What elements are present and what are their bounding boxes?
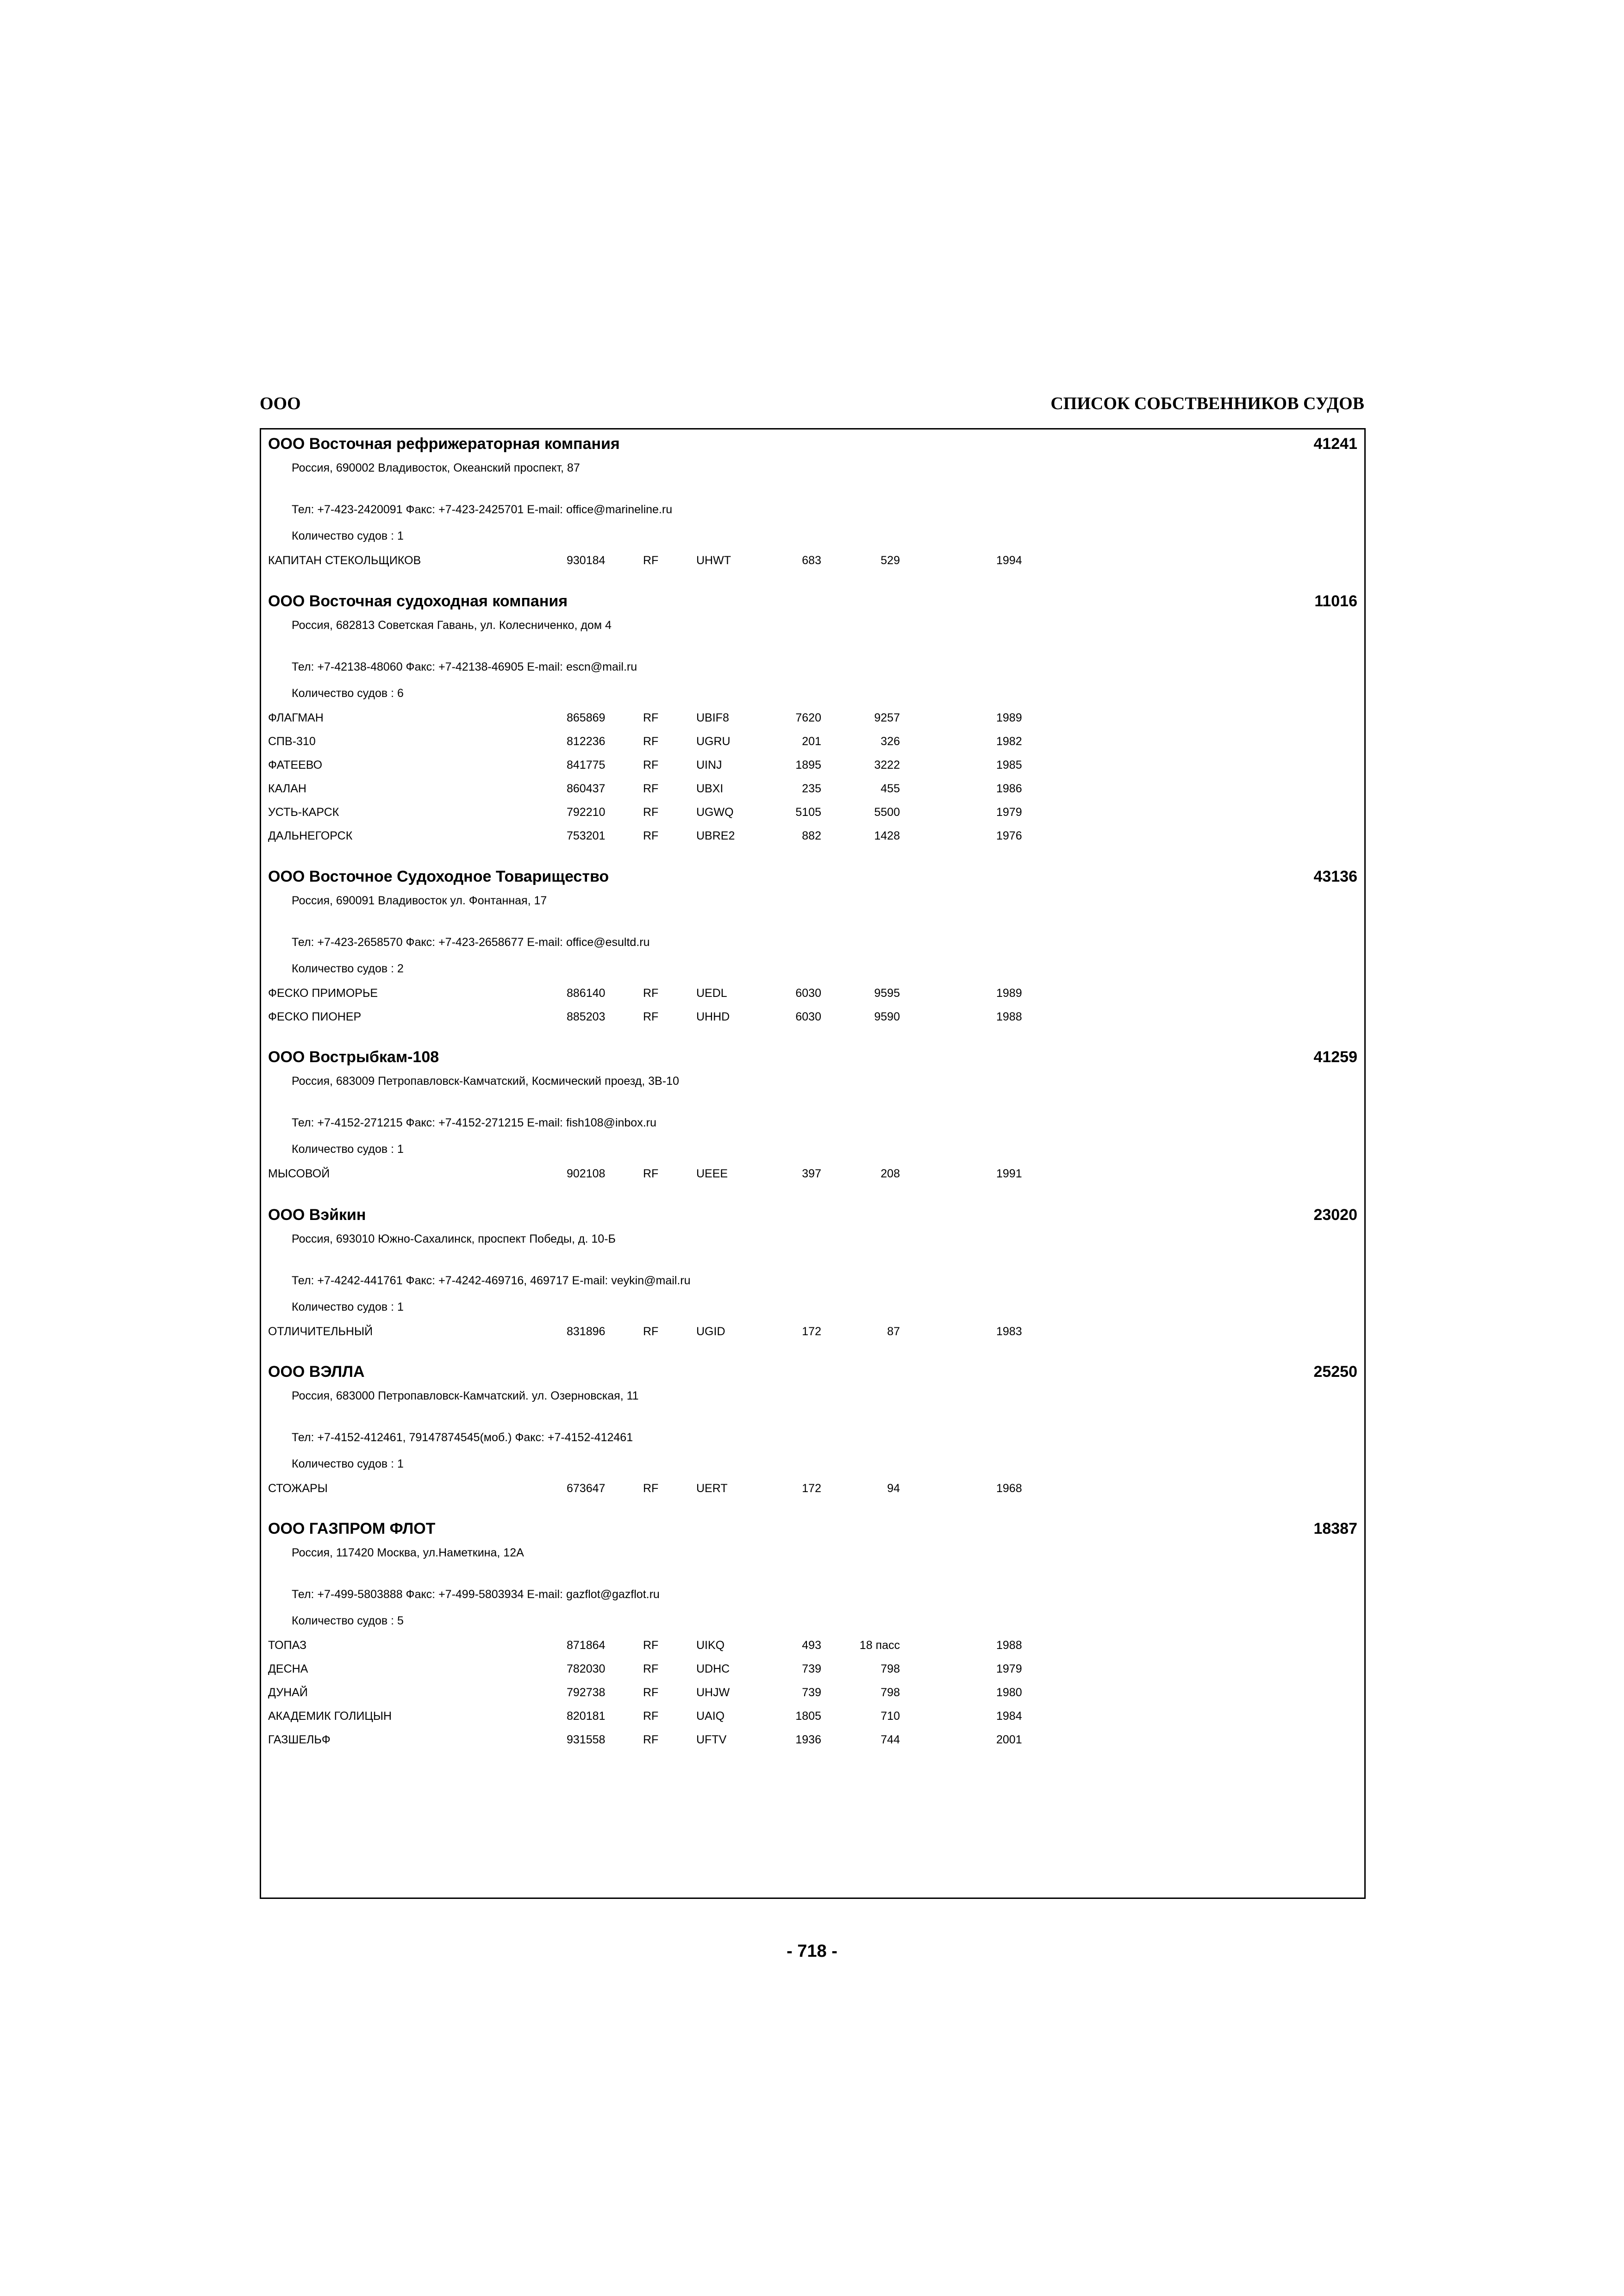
vessel-flag: RF [643,1733,659,1746]
vessel-flag: RF [643,1710,659,1723]
vessel-name: ДЕСНА [268,1662,308,1675]
company-address: Россия, 690091 Владивосток ул. Фонтанная, 17 [292,894,547,907]
vessel-row [261,1662,1326,1686]
page-number: - 718 - [787,1941,837,1961]
vessel-count-label: Количество судов : [292,1300,397,1313]
vessel-flag: RF [643,554,659,567]
vessel-year: 1985 [996,759,1022,772]
vessel-tonnage: 235 [802,782,821,795]
vessel-flag: RF [643,1639,659,1652]
vessel-flag: RF [643,806,659,819]
vessel-year: 1994 [996,554,1022,567]
vessel-tonnage: 172 [802,1482,821,1495]
vessel-row [261,1733,1326,1757]
vessel-callsign: UHWT [696,554,731,567]
vessel-flag: RF [643,711,659,724]
vessel-deadweight: 744 [881,1733,900,1746]
company-contacts: Тел: +7-423-2658570 Факс: +7-423-2658677 E-mail: office@esultd.ru [292,936,650,949]
vessel-row [261,1010,1326,1034]
vessel-callsign: UAIQ [696,1710,725,1723]
vessel-count-value: 1 [397,1300,404,1313]
vessel-flag: RF [643,1662,659,1675]
company-code: 18387 [1313,1520,1357,1537]
vessel-deadweight: 798 [881,1662,900,1675]
vessel-tonnage: 397 [802,1167,821,1180]
vessel-count-value: 2 [397,962,404,975]
vessel-imo: 673647 [567,1482,606,1495]
vessel-deadweight: 94 [887,1482,900,1495]
vessel-deadweight: 710 [881,1710,900,1723]
vessel-row [261,806,1326,829]
company-code: 41259 [1313,1048,1357,1066]
vessel-year: 1979 [996,1662,1022,1675]
vessel-count [292,529,404,543]
vessel-deadweight: 9595 [874,987,900,1000]
vessel-year: 1991 [996,1167,1022,1180]
vessel-name: СПВ-310 [268,735,316,748]
vessel-count-label: Количество судов : [292,1457,397,1470]
vessel-callsign: UEEE [696,1167,728,1180]
vessel-year: 1986 [996,782,1022,795]
vessel-row [261,1686,1326,1710]
vessel-row [261,1482,1326,1506]
listing-frame [260,428,1366,1899]
vessel-name: КАПИТАН СТЕКОЛЬЩИКОВ [268,554,421,567]
vessel-row [261,735,1326,759]
vessel-tonnage: 493 [802,1639,821,1652]
vessel-row [261,1167,1326,1191]
company-name: ООО Восточная рефрижераторная компания [268,435,620,453]
vessel-flag: RF [643,735,659,748]
vessel-flag: RF [643,782,659,795]
vessel-name: ТОПАЗ [268,1639,307,1652]
vessel-flag: RF [643,1482,659,1495]
vessel-callsign: UBIF8 [696,711,729,724]
vessel-deadweight: 9590 [874,1010,900,1023]
header-section-label: ООО [260,394,301,413]
vessel-name: СТОЖАРЫ [268,1482,328,1495]
vessel-row [261,1710,1326,1733]
vessel-count-label: Количество судов : [292,1614,397,1627]
vessel-callsign: UFTV [696,1733,727,1746]
vessel-tonnage: 7620 [795,711,821,724]
company-name: ООО Восточная судоходная компания [268,592,568,610]
vessel-count-value: 1 [397,529,404,542]
vessel-deadweight: 3222 [874,759,900,772]
vessel-callsign: UGID [696,1325,725,1338]
vessel-tonnage: 5105 [795,806,821,819]
company-name: ООО Вострыбкам-108 [268,1048,439,1066]
vessel-imo: 865869 [567,711,606,724]
vessel-callsign: UBRE2 [696,829,735,842]
vessel-year: 2001 [996,1733,1022,1746]
vessel-name: ФАТЕЕВО [268,759,323,772]
vessel-callsign: UGRU [696,735,731,748]
vessel-year: 1989 [996,711,1022,724]
vessel-deadweight: 798 [881,1686,900,1699]
company-address: Россия, 683009 Петропавловск-Камчатский, Космический проезд, 3В-10 [292,1075,679,1088]
vessel-tonnage: 739 [802,1686,821,1699]
vessel-name: ОТЛИЧИТЕЛЬНЫЙ [268,1325,373,1338]
vessel-count [292,1457,404,1471]
vessel-year: 1982 [996,735,1022,748]
vessel-tonnage: 1895 [795,759,821,772]
vessel-year: 1989 [996,987,1022,1000]
vessel-year: 1980 [996,1686,1022,1699]
vessel-callsign: UGWQ [696,806,734,819]
vessel-imo: 902108 [567,1167,606,1180]
vessel-imo: 831896 [567,1325,606,1338]
vessel-count-value: 5 [397,1614,404,1627]
company-contacts: Тел: +7-4152-412461, 79147874545(моб.) Факс: +7-4152-412461 [292,1431,633,1444]
vessel-tonnage: 882 [802,829,821,842]
vessel-flag: RF [643,1010,659,1023]
vessel-flag: RF [643,829,659,842]
company-name: ООО ГАЗПРОМ ФЛОТ [268,1520,436,1537]
vessel-imo: 820181 [567,1710,606,1723]
vessel-tonnage: 739 [802,1662,821,1675]
vessel-year: 1979 [996,806,1022,819]
vessel-deadweight: 326 [881,735,900,748]
vessel-flag: RF [643,759,659,772]
vessel-count-value: 1 [397,1457,404,1470]
company-contacts: Тел: +7-42138-48060 Факс: +7-42138-46905 E-mail: escn@mail.ru [292,660,637,673]
company-code: 43136 [1313,868,1357,885]
vessel-count [292,1614,404,1628]
vessel-imo: 841775 [567,759,606,772]
vessel-tonnage: 1936 [795,1733,821,1746]
vessel-callsign: UIKQ [696,1639,725,1652]
vessel-count-label: Количество судов : [292,687,397,700]
vessel-name: КАЛАН [268,782,306,795]
company-address: Россия, 693010 Южно-Сахалинск, проспект Победы, д. 10-Б [292,1232,616,1245]
company-code: 25250 [1313,1363,1357,1381]
vessel-flag: RF [643,1167,659,1180]
vessel-deadweight: 18 пасс [859,1639,900,1652]
vessel-callsign: UINJ [696,759,722,772]
vessel-row [261,554,1326,578]
vessel-flag: RF [643,1325,659,1338]
vessel-deadweight: 9257 [874,711,900,724]
vessel-tonnage: 201 [802,735,821,748]
vessel-callsign: UERT [696,1482,728,1495]
vessel-year: 1988 [996,1010,1022,1023]
vessel-year: 1984 [996,1710,1022,1723]
company-code: 41241 [1313,435,1357,453]
company-contacts: Тел: +7-4242-441761 Факс: +7-4242-469716, 469717 E-mail: veykin@mail.ru [292,1274,691,1287]
vessel-count-value: 1 [397,1143,404,1156]
vessel-row [261,782,1326,806]
vessel-year: 1968 [996,1482,1022,1495]
company-contacts: Тел: +7-4152-271215 Факс: +7-4152-271215 E-mail: fish108@inbox.ru [292,1116,656,1129]
vessel-count-value: 6 [397,687,404,700]
vessel-count [292,687,404,700]
vessel-tonnage: 683 [802,554,821,567]
vessel-name: МЫСОВОЙ [268,1167,330,1180]
company-code: 23020 [1313,1206,1357,1224]
vessel-row [261,1325,1326,1349]
vessel-name: ФЕСКО ПИОНЕР [268,1010,362,1023]
vessel-name: АКАДЕМИК ГОЛИЦЫН [268,1710,392,1723]
vessel-imo: 792210 [567,806,606,819]
company-address: Россия, 690002 Владивосток, Океанский проспект, 87 [292,461,580,474]
vessel-imo: 782030 [567,1662,606,1675]
vessel-count-label: Количество судов : [292,1143,397,1156]
vessel-tonnage: 6030 [795,987,821,1000]
vessel-count-label: Количество судов : [292,962,397,975]
vessel-name: ДАЛЬНЕГОРСК [268,829,353,842]
vessel-callsign: UHHD [696,1010,730,1023]
vessel-row [261,829,1326,853]
vessel-row [261,987,1326,1010]
vessel-callsign: UEDL [696,987,727,1000]
vessel-callsign: UHJW [696,1686,730,1699]
vessel-tonnage: 172 [802,1325,821,1338]
vessel-imo: 931558 [567,1733,606,1746]
vessel-deadweight: 455 [881,782,900,795]
vessel-name: ФЛАГМАН [268,711,324,724]
vessel-imo: 812236 [567,735,606,748]
page-header [260,393,1364,421]
vessel-callsign: UDHC [696,1662,730,1675]
header-title: СПИСОК СОБСТВЕННИКОВ СУДОВ [1050,394,1364,413]
vessel-imo: 886140 [567,987,606,1000]
company-contacts: Тел: +7-423-2420091 Факс: +7-423-2425701 E-mail: office@marineline.ru [292,503,673,516]
vessel-count [292,962,404,976]
vessel-deadweight: 5500 [874,806,900,819]
vessel-deadweight: 529 [881,554,900,567]
vessel-name: УСТЬ-КАРСК [268,806,339,819]
vessel-row [261,711,1326,735]
vessel-deadweight: 208 [881,1167,900,1180]
company-address: Россия, 682813 Советская Гавань, ул. Колесниченко, дом 4 [292,619,612,632]
vessel-year: 1976 [996,829,1022,842]
company-address: Россия, 683000 Петропавловск-Камчатский. ул. Озерновская, 11 [292,1389,639,1402]
vessel-imo: 860437 [567,782,606,795]
vessel-imo: 885203 [567,1010,606,1023]
vessel-year: 1988 [996,1639,1022,1652]
vessel-count [292,1143,404,1156]
company-name: ООО ВЭЛЛА [268,1363,365,1381]
vessel-imo: 871864 [567,1639,606,1652]
vessel-imo: 753201 [567,829,606,842]
company-address: Россия, 117420 Москва, ул.Наметкина, 12А [292,1546,524,1559]
vessel-count-label: Количество судов : [292,529,397,542]
company-contacts: Тел: +7-499-5803888 Факс: +7-499-5803934 E-mail: gazflot@gazflot.ru [292,1588,660,1601]
vessel-callsign: UBXI [696,782,724,795]
vessel-row [261,1639,1326,1662]
vessel-deadweight: 1428 [874,829,900,842]
company-name: ООО Восточное Судоходное Товарищество [268,868,609,885]
vessel-name: ГАЗШЕЛЬФ [268,1733,331,1746]
vessel-tonnage: 6030 [795,1010,821,1023]
vessel-deadweight: 87 [887,1325,900,1338]
vessel-imo: 792738 [567,1686,606,1699]
vessel-year: 1983 [996,1325,1022,1338]
vessel-flag: RF [643,1686,659,1699]
vessel-name: ДУНАЙ [268,1686,308,1699]
company-code: 11016 [1314,592,1357,610]
vessel-row [261,759,1326,782]
vessel-name: ФЕСКО ПРИМОРЬЕ [268,987,378,1000]
vessel-tonnage: 1805 [795,1710,821,1723]
vessel-flag: RF [643,987,659,1000]
vessel-count [292,1300,404,1314]
company-name: ООО Вэйкин [268,1206,366,1224]
vessel-imo: 930184 [567,554,606,567]
